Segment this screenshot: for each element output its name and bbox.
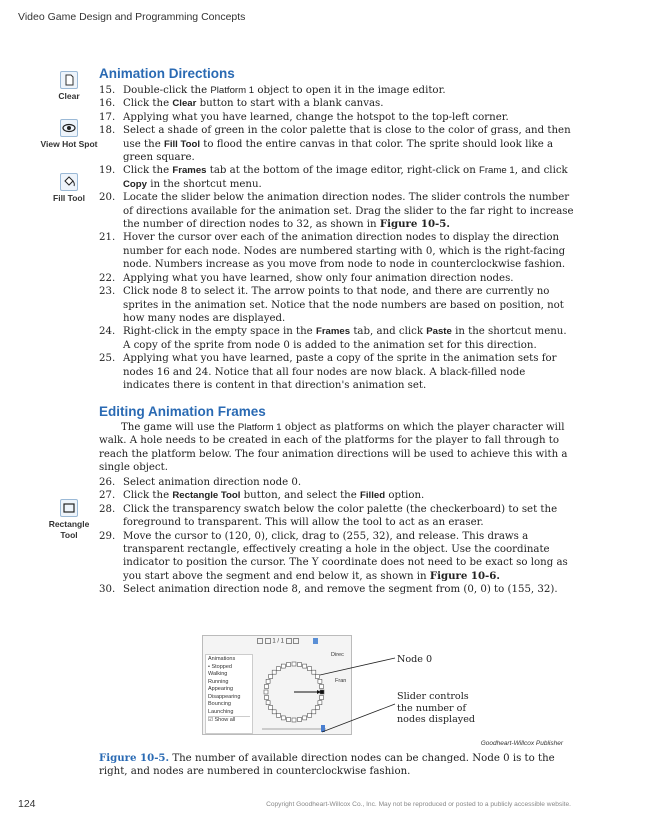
- step-16: 16. Click the Clear button to start with a blank canvas.: [99, 98, 384, 110]
- step-15: 15. Double-click the Platform 1 object to open it in the image editor.: [99, 85, 446, 96]
- view-hotspot-icon-label: View Hot Spot: [40, 139, 98, 149]
- list-item: Disappearing: [208, 693, 241, 700]
- direction-node: [265, 685, 269, 689]
- direction-node: [281, 716, 285, 720]
- fill-tool-icon-label: Fill Tool: [53, 193, 85, 203]
- step-19: 19. Click the Frames tab at the bottom of the image editor, right-click on Frame 1, and click Copy in the shortcut menu.: [99, 165, 568, 190]
- callout-leader-lines: [300, 655, 400, 755]
- direction-node: [265, 696, 269, 700]
- list-item: • Stopped: [208, 663, 232, 670]
- direction-node: [276, 713, 280, 717]
- direction-node: [287, 663, 291, 667]
- step-26: 26. Select animation direction node 0.: [99, 477, 302, 488]
- clear-tool-marker: [29, 71, 109, 102]
- step-23: 23. Click node 8 to select it. The arrow points to that node, and there are currently no sprites in the animation set. Notice that the node numbers are based on position, not how many nodes are displayed.: [99, 286, 564, 324]
- step-22: 22. Applying what you have learned, show only four animation direction nodes.: [99, 272, 514, 284]
- step-30: 30. Select animation direction node 8, and remove the segment from (0, 0) to (155, 32).: [99, 584, 558, 596]
- step-18: 18. Select a shade of green in the color palette that is close to the color of grass, and then use the Fill Tool to flood the entire canvas in that color. The sprite should look like a green square.: [99, 125, 571, 164]
- direction-node: [264, 690, 268, 694]
- direction-node: [287, 718, 291, 722]
- rectangle-tool-marker: [29, 499, 109, 541]
- frame-toolbar: [257, 638, 347, 650]
- figure-credit: Goodheart-Willcox Publisher: [480, 740, 563, 747]
- fill-tool-marker: [29, 173, 109, 204]
- callout-node-0: Node 0: [397, 654, 433, 665]
- direction-node: [292, 718, 296, 722]
- steps-list-editing-frames: [99, 476, 574, 597]
- callout-line-node0: [320, 658, 395, 675]
- list-item: Animations: [208, 656, 236, 662]
- step-20: 20. Locate the slider below the animation direction nodes. The slider controls the number of directions available for the animation set. Drag the slider to the far right to increase the number of direction nodes to 32, as shown in Figure 10-5.: [99, 192, 574, 231]
- list-item: Running: [208, 678, 229, 685]
- view-hotspot-marker: [29, 119, 109, 150]
- list-item: Appearing: [208, 686, 234, 692]
- eye-icon: [60, 119, 78, 137]
- direction-node: [272, 710, 276, 714]
- direction-node: [272, 670, 276, 674]
- step-29: 29. Move the cursor to (120, 0), click, drag to (255, 32), and release. This draws a transparent rectangle, effectively creating a hole in the object. Use the coordinate indicator to position the cursor. The Y coordinate does not need to be exact so long as you start above the segment and end below it, as shown in Figure 10-6.: [99, 530, 568, 582]
- frame-counter: 1 / 1: [272, 638, 285, 645]
- direction-node: [281, 664, 285, 668]
- step-27: 27. Click the Rectangle Tool button, and select the Filled option.: [99, 490, 425, 502]
- show-all-checkbox: ☑ Show all: [208, 716, 250, 725]
- step-24: 24. Right-click in the empty space in the Frames tab, and click Paste in the shortcut menu. A copy of the sprite from node 0 is added to the animation set for this direction.: [99, 326, 567, 351]
- list-item: Launching: [208, 708, 234, 715]
- step-25: 25. Applying what you have learned, paste a copy of the sprite in the animation sets for nodes 16 and 24. Notice that all four nodes are now black. A black-filled node indicates there is content in that direction's animation set.: [99, 353, 557, 391]
- figure-label: Figure 10-5.: [99, 752, 170, 764]
- intro-paragraph: The game will use the Platform 1 object as platforms on which the player character will walk. A hole needs to be created in each of the platforms for the player to fall through to reach the platform below. The four animation directions will be used to achieve this with a single object.: [99, 422, 568, 474]
- direction-node: [266, 679, 270, 683]
- direction-node: [292, 662, 296, 666]
- page-icon: [60, 71, 78, 89]
- copyright-notice: Copyright Goodheart-Willcox Co., Inc. May not be reproduced or posted to a publicly accessible website.: [266, 801, 571, 808]
- list-item: Bouncing: [208, 701, 231, 707]
- direction-node: [266, 701, 270, 705]
- callout-slider: Slider controls the number of nodes displayed: [397, 691, 476, 725]
- rectangle-icon: [60, 499, 78, 517]
- paint-bucket-icon: [60, 173, 78, 191]
- step-21: 21. Hover the cursor over each of the animation direction nodes to display the direction number for each node. Nodes are numbered starting with 0, which is the right-facing node. Numbers increase as you move from node to node in counterclockwise fashion.: [99, 232, 566, 271]
- callout-line-slider: [322, 704, 395, 732]
- running-header: Video Game Design and Programming Concepts: [18, 11, 246, 23]
- caption-text: The number of available direction nodes can be changed. Node 0 is to the right, and nodes are numbered in counterclockwise fashion.: [99, 753, 555, 778]
- section-heading-animation-directions: Animation Directions: [99, 66, 235, 81]
- clear-icon-label: Clear: [58, 91, 80, 101]
- animation-list: [205, 654, 253, 734]
- figure-caption: [99, 752, 574, 779]
- list-item: Walking: [208, 671, 228, 677]
- steps-list-animation-directions: [99, 84, 574, 392]
- rectangle-tool-icon-label: Rectangle Tool: [48, 519, 90, 540]
- direction-node: [269, 706, 273, 710]
- step-17: 17. Applying what you have learned, change the hotspot to the top-left corner.: [99, 111, 509, 123]
- direction-node: [276, 667, 280, 671]
- direction-node: [269, 674, 273, 678]
- frames-label: Fran: [335, 678, 347, 684]
- direction-label: Direc: [331, 652, 344, 658]
- step-28: 28. Click the transparency swatch below the color palette (the checkerboard) to set the foreground to transparent. This will allow the tool to act as an eraser.: [99, 503, 558, 529]
- section-heading-editing-animation-frames: Editing Animation Frames: [99, 404, 266, 419]
- page-number: 124: [18, 798, 36, 810]
